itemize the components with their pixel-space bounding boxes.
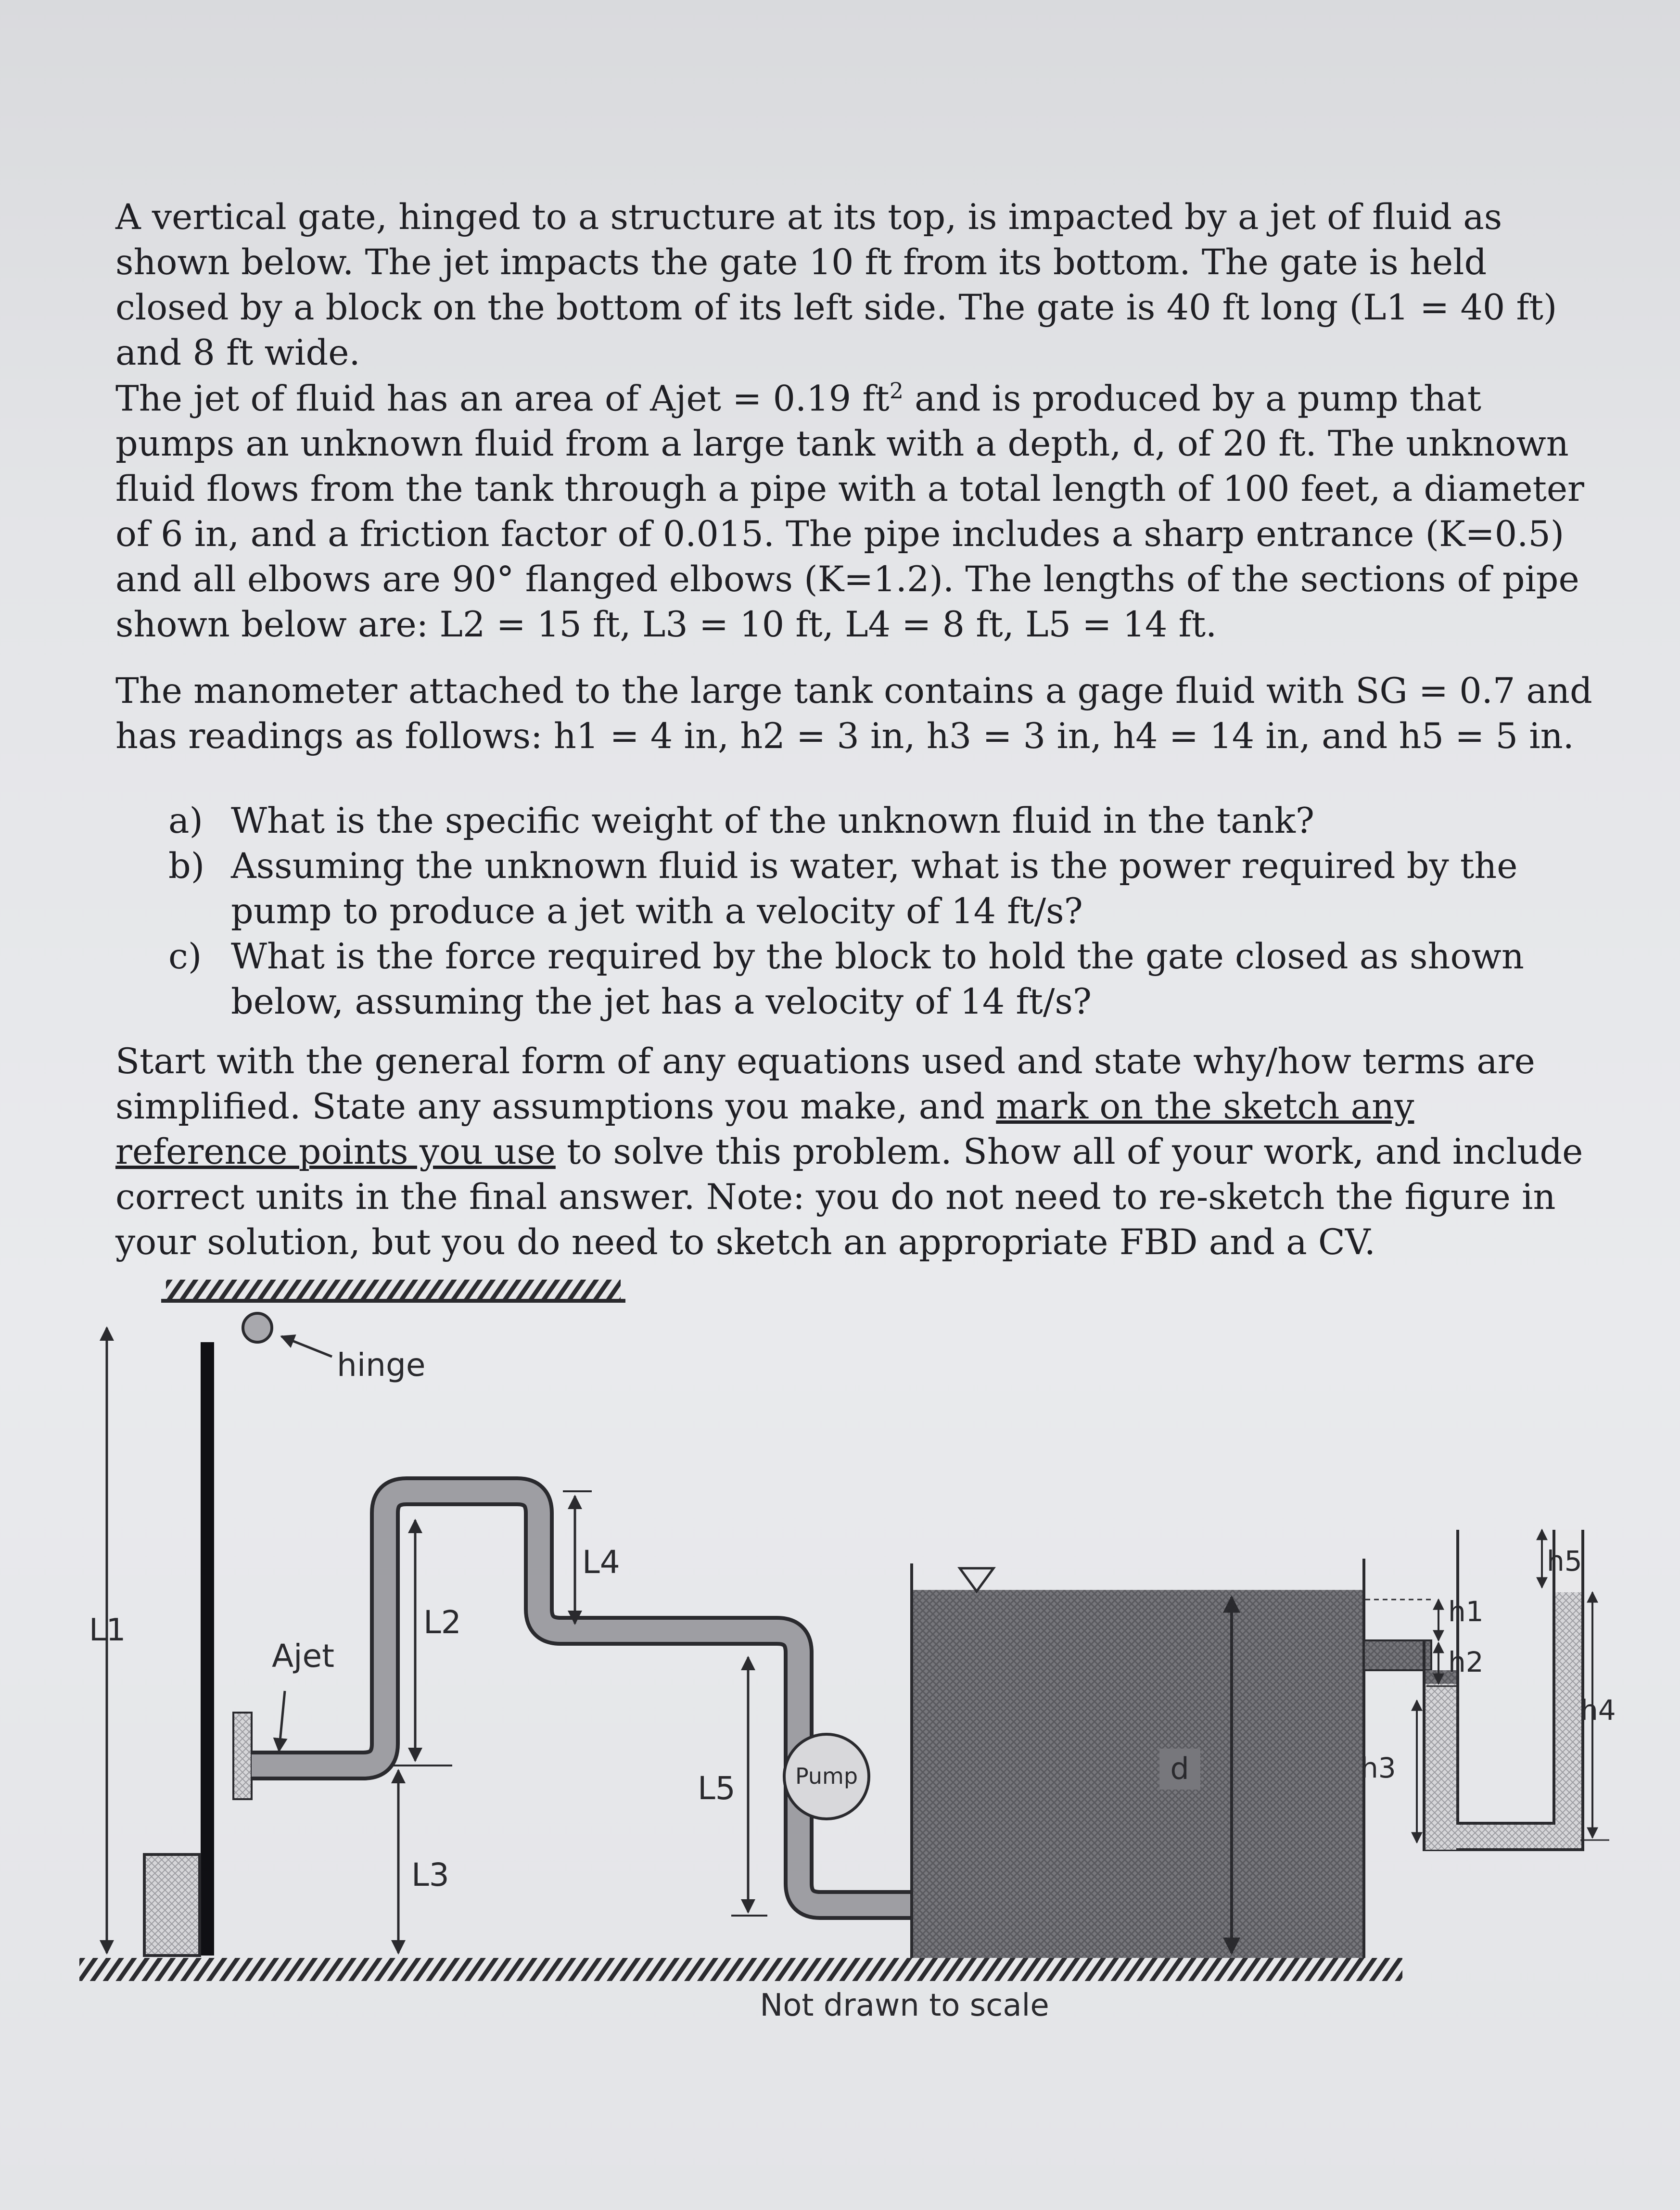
h2-label: h2: [1448, 1646, 1484, 1678]
instructions-text-start: Start with the general form of any equations used and state why/how terms are simplified. State any assumptions you make, and: [115, 1041, 1535, 1127]
jet-nozzle: [233, 1713, 252, 1799]
l2-label: L2: [423, 1604, 461, 1641]
block: [144, 1854, 200, 1956]
question-list: [168, 799, 1588, 1025]
gate: [201, 1342, 214, 1956]
hinge-label: hinge: [337, 1346, 426, 1384]
problem-paragraph-jet: [115, 368, 1597, 648]
instructions-paragraph: [115, 1039, 1597, 1265]
jet-text-rest: and is produced by a pump that pumps an unknown fluid from a large tank with a depth, d, of 20 ft. The unknown fluid flows from the tank through a pipe with a total length of 100 feet, a diameter of 6 in, and a friction factor of 0.015. The pipe includes a sharp entrance (K=0.5) and all elbows are 90° flanged elbows (K=1.2). The lengths of the sections of pipe shown below are: L2 = 15 ft, L3 = 10 ft, L4 = 8 ft, L5 = 14 ft.: [115, 378, 1584, 646]
h1-label: h1: [1448, 1595, 1484, 1628]
h3-label: h3: [1361, 1752, 1396, 1784]
problem-paragraph-gate: A vertical gate, hinged to a structure at its top, is impacted by a jet of fluid as shown below. The jet impacts the gate 10 ft from its bottom. The gate is held closed by a block on the bottom of its left side. The gate is 40 ft long (L1 = 40 ft) and 8 ft wide.: [115, 197, 1557, 373]
question-label: b): [168, 846, 205, 887]
l1-label: L1: [89, 1613, 126, 1648]
ajet-arrow: [279, 1691, 285, 1751]
instructions-underlined: mark on the sketch any reference points you use: [115, 1086, 1414, 1172]
hinge-arrow: [281, 1336, 332, 1357]
manometer-connector: [1364, 1640, 1431, 1670]
free-surface-symbol: [960, 1568, 993, 1591]
ft-squared-superscript: 2: [889, 378, 904, 404]
jet-text-start: The jet of fluid has an area of Ajet = 0.19 ft: [115, 378, 890, 419]
h4-label: h4: [1580, 1694, 1616, 1727]
ajet-label: Ajet: [272, 1638, 334, 1675]
problem-paragraph-manometer: The manometer attached to the large tank contains a gage fluid with SG = 0.7 and has readings as follows: h1 = 4 in, h2 = 3 in, h3 = 3 in, h4 = 14 in, and h5 = 5 in.: [115, 671, 1592, 757]
l4-label: L4: [582, 1544, 620, 1581]
top-support-hatch: [166, 1280, 621, 1300]
question-label: c): [168, 936, 202, 977]
question-label: a): [168, 800, 204, 841]
d-label: d: [1170, 1751, 1189, 1786]
manometer-right-fluid: [1555, 1592, 1581, 1828]
question-text: What is the specific weight of the unknown fluid in the tank?: [231, 800, 1315, 841]
h5-label: h5: [1547, 1545, 1582, 1577]
hinge-pin: [243, 1313, 272, 1342]
figure-caption: Not drawn to scale: [760, 1988, 1049, 2023]
system-figure: [0, 1260, 1680, 2078]
ground-hatch: [79, 1958, 1402, 1981]
tank-fluid: [913, 1590, 1362, 1958]
question-b: [168, 844, 1588, 934]
l5-label: L5: [698, 1770, 736, 1807]
manometer-bottom-fluid: [1425, 1825, 1581, 1848]
l3-label: L3: [411, 1856, 449, 1893]
question-text: What is the force required by the block to hold the gate closed as shown below, assuming the jet has a velocity of 14 ft/s?: [231, 936, 1524, 1022]
instructions-text-end: to solve this problem. Show all of your work, and include correct units in the final answer. Note: you do not need to re-sketch the figure in your solution, but you do need to sketch an appropriate FBD and a CV.: [115, 1131, 1583, 1263]
question-text: Assuming the unknown fluid is water, what is the power required by the pump to produce a jet with a velocity of 14 ft/s?: [231, 846, 1518, 932]
question-c: [168, 934, 1588, 1025]
pump-label: Pump: [795, 1763, 858, 1789]
question-a: [168, 799, 1588, 844]
